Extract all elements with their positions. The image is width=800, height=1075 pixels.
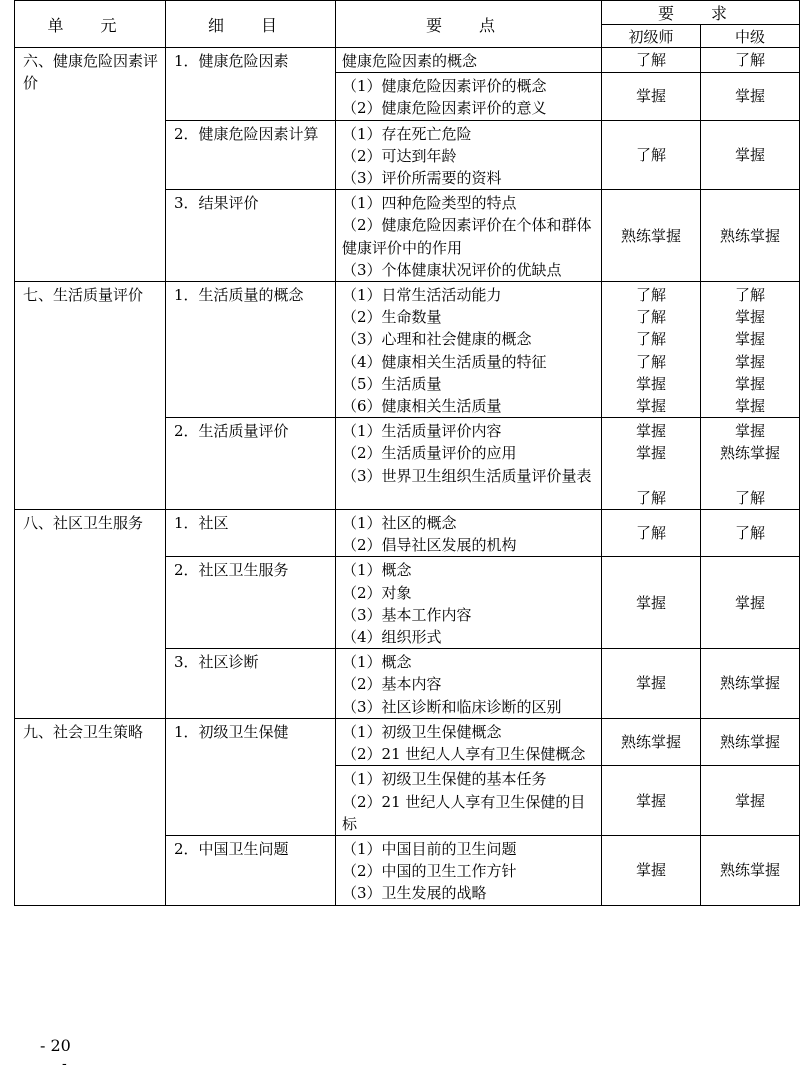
point-text: （2）生活质量评价的应用 bbox=[342, 444, 517, 463]
point-text: （2）21 世纪人人享有卫生保健概念 bbox=[342, 745, 586, 764]
item-title: 2．生活质量评价 bbox=[174, 422, 289, 441]
point-text: （1）健康危险因素评价的概念 bbox=[342, 77, 547, 96]
point-text: （1）日常生活活动能力 bbox=[342, 286, 502, 305]
point-text: （4）健康相关生活质量的特征 bbox=[342, 352, 547, 371]
junior-value: 掌握 bbox=[635, 422, 666, 441]
junior-value: 熟练掌握 bbox=[620, 732, 681, 751]
page-dash: - bbox=[62, 1056, 67, 1072]
unit-title: 八、社区卫生服务 bbox=[23, 514, 144, 533]
point-text: （2）中国的卫生工作方针 bbox=[342, 862, 517, 881]
item-title: 1．生活质量的概念 bbox=[174, 286, 304, 305]
intermediate-cell bbox=[701, 48, 800, 73]
junior-cell bbox=[602, 510, 701, 557]
item-cell bbox=[166, 835, 336, 905]
header-junior: 初级师 bbox=[602, 25, 701, 48]
item-title: 1．健康危险因素 bbox=[174, 52, 289, 70]
point-text: （3）社区诊断和临床诊断的区别 bbox=[342, 697, 562, 716]
intermediate-cell bbox=[701, 557, 800, 649]
junior-cell bbox=[602, 73, 701, 120]
point-text: 健康危险因素的概念 bbox=[342, 52, 478, 70]
junior-value: 掌握 bbox=[635, 444, 666, 463]
intermediate-value: 掌握 bbox=[734, 593, 765, 612]
unit-title: 六、健康危险因素评价 bbox=[23, 52, 159, 93]
unit-cell bbox=[15, 282, 166, 510]
point-text: （2）对象 bbox=[342, 583, 412, 602]
junior-value: 掌握 bbox=[635, 861, 666, 880]
point-text: （2）健康危险因素评价的意义 bbox=[342, 99, 547, 118]
intermediate-value: 掌握 bbox=[734, 422, 765, 441]
points-cell bbox=[336, 282, 602, 418]
item-cell bbox=[166, 649, 336, 719]
junior-value: 掌握 bbox=[635, 674, 666, 693]
point-text: （1）社区的概念 bbox=[342, 514, 457, 533]
point-text: （1）生活质量评价内容 bbox=[342, 422, 502, 441]
table-row bbox=[15, 510, 800, 557]
header-intermediate: 中级 bbox=[701, 25, 800, 48]
junior-value bbox=[602, 465, 700, 487]
intermediate-value: 掌握 bbox=[734, 308, 765, 327]
intermediate-value: 了解 bbox=[734, 524, 765, 543]
item-cell bbox=[166, 282, 336, 418]
header-requirement: 要 求 bbox=[602, 1, 800, 25]
intermediate-value: 熟练掌握 bbox=[719, 732, 780, 751]
point-text: （3）卫生发展的战略 bbox=[342, 884, 487, 903]
intermediate-value: 掌握 bbox=[734, 374, 765, 393]
unit-cell bbox=[15, 510, 166, 719]
intermediate-cell bbox=[701, 282, 800, 418]
intermediate-value: 熟练掌握 bbox=[719, 444, 780, 463]
item-cell bbox=[166, 190, 336, 282]
point-text: （3）评价所需要的资料 bbox=[342, 169, 502, 188]
point-text: （1）初级卫生保健的基本任务 bbox=[342, 770, 547, 789]
intermediate-cell bbox=[701, 418, 800, 510]
intermediate-cell bbox=[701, 120, 800, 190]
intermediate-cell bbox=[701, 190, 800, 282]
intermediate-value: 掌握 bbox=[734, 87, 765, 106]
header-item: 细 目 bbox=[166, 1, 336, 48]
syllabus-table bbox=[14, 0, 800, 906]
points-cell bbox=[336, 557, 602, 649]
points-cell bbox=[336, 73, 602, 120]
junior-value: 了解 bbox=[635, 352, 666, 371]
table-row bbox=[15, 48, 800, 73]
item-cell bbox=[166, 718, 336, 835]
item-title: 3．结果评价 bbox=[174, 194, 259, 213]
item-cell bbox=[166, 48, 336, 121]
junior-cell bbox=[602, 557, 701, 649]
junior-value: 了解 bbox=[635, 51, 666, 69]
point-text: （2）基本内容 bbox=[342, 675, 442, 694]
junior-cell bbox=[602, 282, 701, 418]
junior-value: 了解 bbox=[635, 330, 666, 349]
point-text: （2）21 世纪人人享有卫生保健的目标 bbox=[342, 792, 586, 833]
point-text: （2）倡导社区发展的机构 bbox=[342, 536, 517, 555]
point-text: （3）基本工作内容 bbox=[342, 605, 472, 624]
junior-value: 掌握 bbox=[635, 374, 666, 393]
header-points: 要 点 bbox=[336, 1, 602, 48]
junior-value: 了解 bbox=[635, 488, 666, 507]
item-title: 1．社区 bbox=[174, 514, 229, 533]
point-text: （2）可达到年龄 bbox=[342, 146, 457, 165]
intermediate-value: 掌握 bbox=[734, 330, 765, 349]
points-cell bbox=[336, 766, 602, 836]
item-title: 1．初级卫生保健 bbox=[174, 722, 289, 741]
points-cell bbox=[336, 649, 602, 719]
item-title: 2．社区卫生服务 bbox=[174, 561, 289, 580]
point-text: （2）生命数量 bbox=[342, 308, 442, 327]
item-cell bbox=[166, 120, 336, 190]
junior-cell bbox=[602, 718, 701, 765]
intermediate-value: 了解 bbox=[734, 286, 765, 305]
point-text: （1）概念 bbox=[342, 653, 412, 672]
junior-value: 了解 bbox=[635, 286, 666, 305]
points-cell bbox=[336, 835, 602, 905]
intermediate-cell bbox=[701, 73, 800, 120]
junior-value: 熟练掌握 bbox=[620, 226, 681, 245]
unit-cell bbox=[15, 718, 166, 905]
item-title: 3．社区诊断 bbox=[174, 653, 259, 672]
junior-value: 掌握 bbox=[635, 87, 666, 106]
junior-value: 了解 bbox=[635, 145, 666, 164]
unit-title: 七、生活质量评价 bbox=[23, 286, 144, 305]
junior-cell bbox=[602, 835, 701, 905]
point-text: （1）概念 bbox=[342, 561, 412, 580]
unit-cell bbox=[15, 48, 166, 282]
point-text: （2）健康危险因素评价在个体和群体健康评价中的作用 bbox=[342, 216, 592, 257]
points-cell bbox=[336, 48, 602, 73]
point-text: （1）中国目前的卫生问题 bbox=[342, 839, 517, 858]
junior-cell bbox=[602, 418, 701, 510]
points-cell bbox=[336, 418, 602, 510]
junior-cell bbox=[602, 48, 701, 73]
intermediate-value: 熟练掌握 bbox=[719, 674, 780, 693]
points-cell bbox=[336, 120, 602, 190]
junior-value: 了解 bbox=[635, 524, 666, 543]
intermediate-cell bbox=[701, 766, 800, 836]
intermediate-value: 了解 bbox=[734, 488, 765, 507]
junior-cell bbox=[602, 190, 701, 282]
intermediate-cell bbox=[701, 835, 800, 905]
points-cell bbox=[336, 718, 602, 765]
intermediate-cell bbox=[701, 510, 800, 557]
intermediate-value: 掌握 bbox=[734, 397, 765, 416]
intermediate-value: 掌握 bbox=[734, 352, 765, 371]
intermediate-value: 掌握 bbox=[734, 145, 765, 164]
item-cell bbox=[166, 557, 336, 649]
intermediate-value: 熟练掌握 bbox=[719, 226, 780, 245]
point-text: （5）生活质量 bbox=[342, 374, 442, 393]
junior-value: 掌握 bbox=[635, 397, 666, 416]
item-cell bbox=[166, 418, 336, 510]
intermediate-value: 掌握 bbox=[734, 791, 765, 810]
item-title: 2．健康危险因素计算 bbox=[174, 124, 319, 143]
intermediate-value: 熟练掌握 bbox=[719, 861, 780, 880]
point-text: （1）存在死亡危险 bbox=[342, 124, 472, 143]
table-row bbox=[15, 282, 800, 418]
point-text: （3）世界卫生组织生活质量评价量表 bbox=[342, 466, 592, 485]
unit-title: 九、社会卫生策略 bbox=[23, 722, 144, 741]
junior-value: 掌握 bbox=[635, 791, 666, 810]
page-number: - 20 bbox=[40, 1036, 71, 1055]
points-cell bbox=[336, 510, 602, 557]
intermediate-cell bbox=[701, 649, 800, 719]
point-text: （4）组织形式 bbox=[342, 628, 442, 647]
point-text: （3）心理和社会健康的概念 bbox=[342, 330, 532, 349]
junior-cell bbox=[602, 120, 701, 190]
point-text: （1）四种危险类型的特点 bbox=[342, 194, 517, 213]
points-cell bbox=[336, 190, 602, 282]
point-text: （3）个体健康状况评价的优缺点 bbox=[342, 260, 562, 279]
intermediate-value bbox=[701, 465, 799, 487]
junior-cell bbox=[602, 766, 701, 836]
intermediate-value: 了解 bbox=[734, 51, 765, 69]
point-text: （1）初级卫生保健概念 bbox=[342, 722, 502, 741]
table-row bbox=[15, 718, 800, 765]
item-title: 2．中国卫生问题 bbox=[174, 839, 289, 858]
table-body bbox=[15, 48, 800, 906]
point-text: （6）健康相关生活质量 bbox=[342, 397, 502, 416]
item-cell bbox=[166, 510, 336, 557]
header-unit: 单 元 bbox=[15, 1, 166, 48]
junior-cell bbox=[602, 649, 701, 719]
junior-value: 掌握 bbox=[635, 593, 666, 612]
intermediate-cell bbox=[701, 718, 800, 765]
junior-value: 了解 bbox=[635, 308, 666, 327]
